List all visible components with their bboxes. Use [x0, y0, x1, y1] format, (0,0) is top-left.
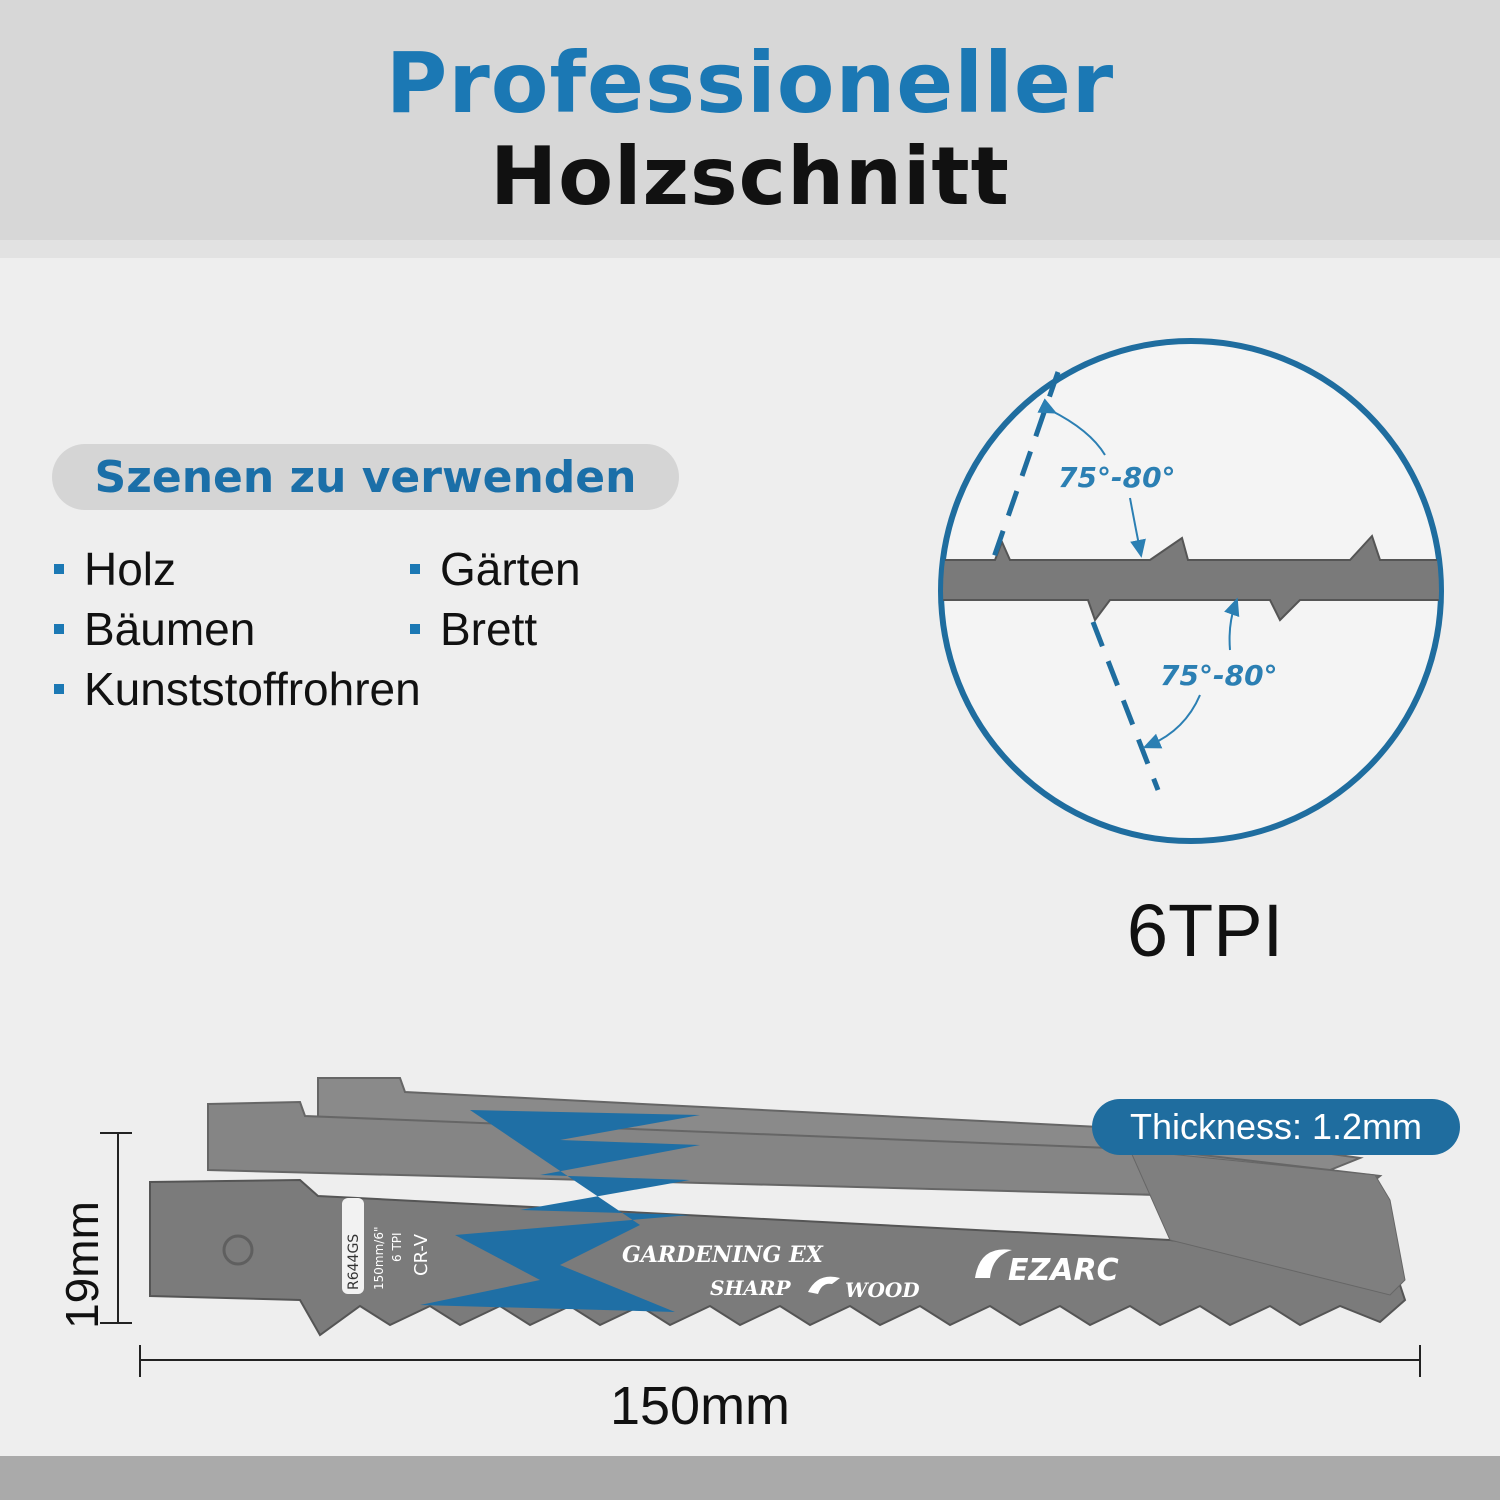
list-item: Gärten — [410, 542, 581, 596]
blade-size: 150mm/6" — [372, 1226, 386, 1290]
list-item: Bäumen — [54, 602, 255, 656]
thickness-badge: Thickness: 1.2mm — [1092, 1099, 1460, 1155]
height-label: 19mm — [56, 1201, 108, 1329]
list-item: Holz — [54, 542, 176, 596]
footer-band — [0, 1456, 1500, 1500]
blade-text-line1: GARDENING EX — [622, 1242, 823, 1268]
blade-text-line2-right: WOOD — [845, 1278, 920, 1302]
length-label: 150mm — [609, 1376, 791, 1436]
tooth-detail-circle — [930, 341, 1450, 841]
usage-heading: Szenen zu verwenden — [94, 452, 637, 503]
list-item: Brett — [410, 602, 537, 656]
title-line1: Professioneller — [385, 34, 1115, 132]
angle-label-top: 75°-80° — [1058, 461, 1176, 494]
list-item: Kunststoffrohren — [54, 662, 421, 716]
brand-logo: EZARC — [1008, 1253, 1119, 1288]
angle-label-bottom: 75°-80° — [1160, 659, 1278, 692]
title-line2: Holzschnitt — [490, 130, 1010, 223]
blade-text-line2-left: SHARP — [710, 1276, 791, 1300]
length-dimension — [140, 1345, 1420, 1377]
blade-teeth: 6 TPI — [390, 1232, 404, 1262]
tpi-label: 6TPI — [1126, 889, 1284, 972]
blade-material: CR-V — [411, 1233, 432, 1276]
blade-code: R644GS — [346, 1233, 362, 1290]
